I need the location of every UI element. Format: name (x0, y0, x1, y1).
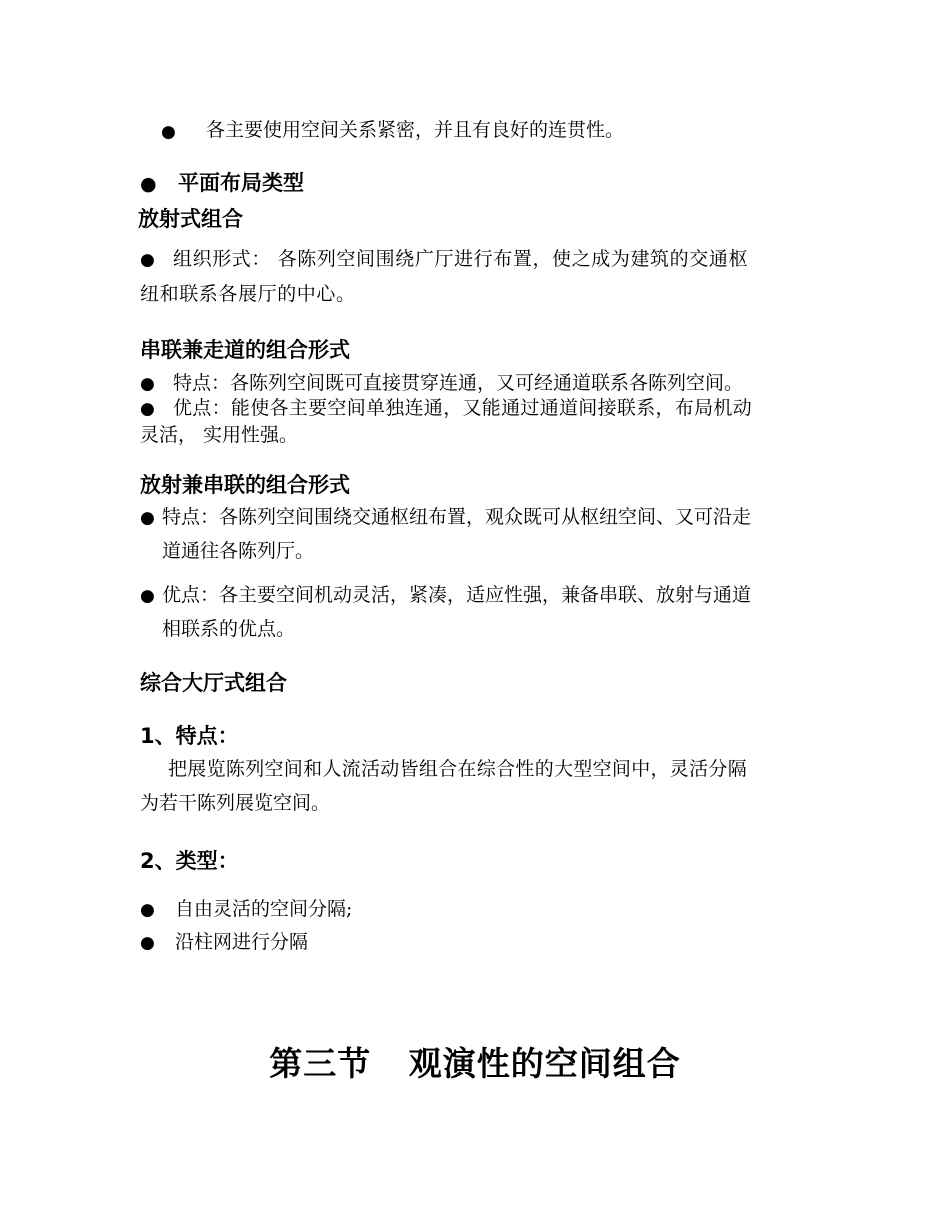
bullet-marker: ● (140, 900, 155, 920)
bullet-marker: ● (140, 173, 157, 195)
hall-type-2: 沿柱网进行分隔 (175, 931, 309, 953)
bullet-marker: ● (140, 374, 155, 394)
radial-serial-heading: 放射兼串联的组合形式 (140, 473, 350, 497)
serial-corridor-feature: 特点：各陈列空间既可直接贯穿连通，又可经通道联系各陈列空间。 (173, 372, 744, 394)
bullet-marker: ● (140, 508, 155, 528)
bullet-marker: ● (140, 399, 155, 419)
hall-type-1: 自由灵活的空间分隔; (175, 898, 353, 920)
radial-text-line-2: 纽和联系各展厅的中心。 (140, 283, 356, 305)
section-heading: 平面布局类型 (178, 171, 304, 195)
radial-text-line-1: 组织形式： 各陈列空间围绕广厅进行布置，使之成为建筑的交通枢 (173, 248, 749, 270)
bullet-marker: ● (161, 122, 176, 142)
radial-serial-advantage-line-1: 优点：各主要空间机动灵活，紧凑，适应性强，兼备串联、放射与通道 (162, 584, 752, 606)
hall-subheading-1: 1、特点： (140, 724, 239, 748)
radial-heading: 放射式组合 (138, 207, 243, 231)
chapter-title: 第三节 观演性的空间组合 (269, 1044, 681, 1083)
hall-desc-line-2: 为若干陈列展览空间。 (140, 792, 331, 814)
serial-corridor-advantage-line-1: 优点：能使各主要空间单独连通，又能通过通道间接联系，布局机动 (173, 397, 753, 419)
serial-corridor-heading: 串联兼走道的组合形式 (140, 338, 350, 362)
hall-subheading-2: 2、类型： (140, 849, 239, 873)
intro-bullet-text: 各主要使用空间关系紧密，并且有良好的连贯性。 (206, 119, 625, 141)
bullet-marker: ● (140, 250, 155, 270)
bullet-marker: ● (140, 586, 155, 606)
serial-corridor-advantage-line-2: 灵活， 实用性强。 (140, 424, 299, 446)
radial-serial-feature-line-1: 特点：各陈列空间围绕交通枢纽布置，观众既可从枢纽空间、又可沿走 (162, 506, 752, 528)
bullet-marker: ● (140, 933, 155, 953)
radial-serial-feature-line-2: 道通往各陈列厅。 (162, 540, 315, 562)
radial-serial-advantage-line-2: 相联系的优点。 (162, 618, 296, 640)
hall-desc-line-1: 把展览陈列空间和人流活动皆组合在综合性的大型空间中，灵活分隔 (168, 758, 748, 780)
hall-heading: 综合大厅式组合 (140, 671, 287, 695)
